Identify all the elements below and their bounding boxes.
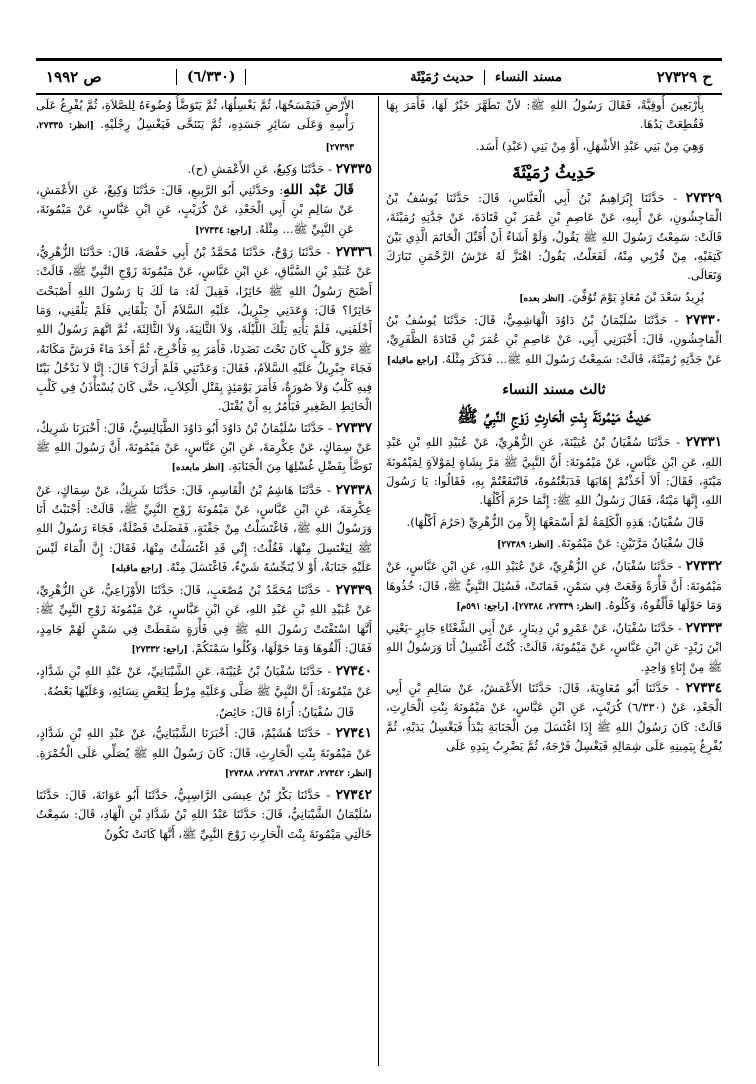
cross-reference: [راجع ماقبله] (111, 563, 163, 574)
hadith-text: حَدَّثَنَا هُشَيْمٌ، قَالَ: أَخْبَرَنَا الشَّيْبَانِيُّ، عَنْ عَبْدِ اللهِ بْنِ شَدَّادٍ، عَنْ مَيْمُونَةَ بِنْتِ الْحَارِثِ، قَالَ: كَانَ رَسُولُ اللهِ ﷺ يُصَلِّي عَلَى الْخُمْرَةِ. (36, 726, 372, 760)
hadith-number: ٢٧٣٣٤ (685, 680, 722, 697)
left-column (36, 96, 372, 846)
header-volume-ref: (٦/٣٣٠) (176, 69, 246, 85)
hadith-text: حَدَّثَنَا سُفْيَانُ بْنُ عُيَيْنَةَ، عَنِ الشَّيْبَانِيِّ، عَنْ عَبْدِ اللهِ بْنِ شَدَّادٍ، عَنْ مَيْمُونَةَ: أَنَّ النَّبِيَّ ﷺ صَلَّى وَعَلَيْهِ مِرْطٌ لِبَعْضِ نِسَائِهِ، وَعَلَيْهَا بَعْضُهُ. (36, 664, 372, 698)
hadith-text: حَدَّثَنَا سُفْيَانُ، عَنْ عَمْرِو بْنِ دِينَارٍ، عَنْ أَبِي الشَّعْثَاءِ جَابِرٍ -يَعْنِي ابْنَ زَيْدٍ- عَنِ ابْنِ عَبَّاسٍ، عَنْ مَيْمُونَةَ، قَالَتْ: كُنْتُ أَغْتَسِلُ أَنَا وَرَسُولُ اللهِ ﷺ مِنْ إِنَاءٍ وَاحِدٍ. (386, 621, 722, 674)
hadith-text: حَدَّثَنَا بَكْرُ بْنُ عِيسَى الرَّاسِبِيُّ، حَدَّثَنَا أَبُو عَوَانَةَ، قَالَ: حَدَّثَنَا سُلَيْمَانُ الشَّيْبَانِيُّ، قَالَ: حَدَّثَنَا عَبْدُ اللهِ بْنُ شَدَّادِ بْنِ الْهَادِ، قَالَ: سَمِعْتُ خَالَتِي مَيْمُونَةَ بِنْتَ الْحَارِثِ زَوْجَ النَّبِيِّ ﷺ، أَنَّهَا كَانَتْ تَكُونُ (36, 788, 372, 841)
hadith-number: ٢٧٣٣٩ (335, 582, 372, 599)
paragraph: ٢٧٣٤٠ - حَدَّثَنَا سُفْيَانُ بْنُ عُيَيْنَةَ، عَنِ الشَّيْبَانِيِّ، عَنْ عَبْدِ اللهِ بْنِ شَدَّادٍ، عَنْ مَيْمُونَةَ: أَنَّ النَّبِيَّ ﷺ صَلَّى وَعَلَيْهِ مِرْطٌ لِبَعْضِ نِسَائِهِ، وَعَلَيْهَا بَعْضُهُ. (36, 663, 372, 698)
hadith-text: حَدَّثَنَا سُلَيْمَانُ بْنُ دَاوُدَ أَبُو دَاوُدَ الطَّيَالِسِيُّ، قَالَ: أَخْبَرَنَا شَرِيكٌ، عَنْ سِمَاكٍ، عَنْ عِكْرِمَةَ، عَنِ ابْنِ عَبَّاسٍ، عَنْ مَيْمُونَةَ، أَنَّ رَسُولَ اللهِ ﷺ تَوَضَّأَ بِفَضْلِ غُسْلِهَا مِنَ الْجَنَابَةِ. (36, 420, 372, 474)
paragraph (386, 96, 722, 135)
hadith-text: حَدَّثَنَا رَوْحٌ، حَدَّثَنَا مُحَمَّدُ بْنُ أَبِي حَفْصَةَ، قَالَ: حَدَّثَنَا الزُّهْرِيُّ، عَنْ عُبَيْدِ بْنِ السَّبَّاقِ، عَنِ ابْنِ عَبَّاسٍ، عَنْ مَيْمُونَةَ زَوْجِ النَّبِيِّ ﷺ، قَالَتْ: أَصْبَحَ رَسُولُ اللهِ ﷺ خَاثِرًا، فَقِيلَ لَهُ: مَا لَكَ يَا رَسُولَ اللهِ أَصْبَحْتَ خَاثِرًا؟ قَالَ: وَعَدَنِي جِبْرِيلُ، عَلَيْهِ السَّلاَمُ أَنْ يَلْقَانِي فَلَمْ يَلْقَنِي، وَمَا أَخْلَفَنِي، فَلَمْ يَأْتِهِ تِلْكَ اللَّيْلَةَ، وَلاَ الثَّانِيَةَ، وَلاَ الثَّالِثَةَ، ثُمَّ اتَّهَمَ رَسُولُ اللهِ ﷺ جَرْوَ كَلْبٍ كَانَ تَحْتَ نَضَدِنَا، فَأَمَرَ بِهِ فَأُخْرِجَ، ثُمَّ أَخَذَ مَاءً فَرَشَّ مَكَانَهُ، فَجَاءَ جِبْرِيلُ عَلَيْهِ السَّلاَمُ، فَقَالَ: وَعَدْتَنِي فَلَمْ أَرَكَ؟ قَالَ: إِنَّا لاَ نَدْخُلُ بَيْتًا فِيهِ كَلْبٌ وَلاَ صُورَةٌ، فَأَمَرَ يَوْمَئِذٍ بِقَتْلِ الْكِلاَبِ، حَتَّى كَانَ يُسْتَأْذَنُ فِي كَلْبِ الْحَائِطِ الصَّغِيرِ فَيَأْمُرُ بِهِ أَنْ يُقْتَلَ. (36, 245, 372, 414)
cross-reference: [راجع: ٢٧٣٣٤] (195, 225, 252, 236)
paragraph: ٢٧٣٣٥ - حَدَّثَنَا وَكِيعٌ، عَنِ الأَعْمَشِ (ح). (187, 160, 372, 177)
cross-reference: [راجع ماقبله] (386, 355, 439, 366)
hadith-number: ٢٧٣٣٢ (685, 558, 722, 575)
paragraph (386, 137, 722, 156)
paragraph: ٢٧٣٣٩ - حَدَّثَنَا مُحَمَّدُ بْنُ مُصْعَبٍ، قَالَ: حَدَّثَنَا الأَوْزَاعِيُّ، عَنِ الزُّهْرِيِّ، عَنْ عُبَيْدِ اللهِ بْنِ عَبْدِ اللهِ، عَنِ ابْنِ عَبَّاسٍ، عَنْ مَيْمُونَةَ زَوْجِ النَّبِيِّ ﷺ: أَنَّهَا اسْتَفْتَتْ رَسُولَ اللهِ ﷺ فِي فَأْرَةٍ سَقَطَتْ فِي سَمْنٍ لَهُمْ جَامِدٍ، فَقَالَ: أَلْقُوهَا وَمَا حَوْلَهَا، وَكُلُوا سَمْنَكُمْ. [راجع: ٢٧٣٣٢] (36, 582, 372, 656)
header-subtitle: حديث رُمَيْثَة (410, 69, 474, 85)
paragraph: ٢٧٣٤٢ - حَدَّثَنَا بَكْرُ بْنُ عِيسَى الرَّاسِبِيُّ، حَدَّثَنَا أَبُو عَوَانَةَ، قَالَ: حَدَّثَنَا سُلَيْمَانُ الشَّيْبَانِيُّ، قَالَ: حَدَّثَنَا عَبْدُ اللهِ بْنُ شَدَّادِ بْنِ الْهَادِ، قَالَ: سَمِعْتُ خَالَتِي مَيْمُونَةَ بِنْتَ الْحَارِثِ زَوْجَ النَّبِيِّ ﷺ، أَنَّهَا كَانَتْ تَكُونُ (36, 787, 373, 841)
cross-reference: [انظر بعده] (519, 293, 565, 304)
paragraph: ٢٧٣٣١ - حَدَّثَنَا سُفْيَانُ بْنُ عُيَيْنَةَ، عَنِ الزُّهْرِيِّ، عَنْ عُبَيْدِ اللهِ بْنِ عَبْدِ اللهِ، عَنِ ابْنِ عَبَّاسٍ، عَنْ مَيْمُونَةَ: أَنَّ النَّبِيَّ ﷺ مَرَّ بِشَاةٍ لِمَوْلاَةٍ لِمَيْمُونَةَ مَيْتَةٍ، فَقَالَ: أَلاَ أَخَذْتُمْ إِهَابَهَا فَدَبَغْتُمُوهُ، فَانْتَفَعْتُمْ بِهِ، فَقَالُوا: يَا رَسُولَ اللهِ، إِنَّهَا مَيْتَةٌ، فَقَالَ رَسُولُ اللهِ ﷺ: إِنَّمَا حَرُمَ أَكْلُهَا. (386, 434, 722, 508)
hadith-text: حَدَّثَنَا سُفْيَانُ بْنُ عُيَيْنَةَ، عَنِ الزُّهْرِيِّ، عَنْ عُبَيْدِ اللهِ بْنِ عَبْدِ اللهِ، عَنِ ابْنِ عَبَّاسٍ، عَنْ مَيْمُونَةَ: أَنَّ النَّبِيَّ ﷺ مَرَّ بِشَاةٍ لِمَوْلاَةٍ لِمَيْمُونَةَ مَيْتَةٍ، فَقَالَ: أَلاَ أَخَذْتُمْ إِهَابَهَا فَدَبَغْتُمُوهُ، فَانْتَفَعْتُمْ بِهِ، فَقَالُوا: يَا رَسُولَ اللهِ، إِنَّهَا مَيْتَةٌ، فَقَالَ رَسُولُ اللهِ ﷺ: إِنَّمَا حَرُمَ أَكْلُهَا. (386, 435, 722, 508)
hadith-number: ٢٧٣٣٥ (335, 160, 372, 177)
header-page-number: ص ١٩٩٢ (46, 68, 102, 86)
paragraph: ٢٧٣٢٩ - حَدَّثَنَا إِبْرَاهِيمُ بْنُ أَبِي الْعَبَّاسِ، قَالَ: حَدَّثَنَا يُوسُفُ بْنُ الْمَاجِشُونِ، عَنْ أَبِيهِ، عَنْ عَاصِمِ بْنِ عُمَرَ بْنِ قَتَادَةَ، عَنْ جَدَّتِهِ رُمَيْثَةَ، قَالَتْ: سَمِعْتُ رَسُولَ اللهِ ﷺ يَقُولُ، وَلَوْ أَشَاءُ أَنْ أُقَبِّلَ الْخَاتَمَ الَّذِي بَيْنَ كَتِفَيْهِ، مِنْ قُرْبِي مِنْهُ، لَفَعَلْتُ، يَقُولُ: اهْتَزَّ لَهُ عَرْشُ الرَّحْمَنِ تَبَارَكَ وَتَعَالَى. (386, 190, 722, 283)
section-heading: حَدِيثُ مَيْمُونَةَ بِنْتِ الْحَارِثِ زَوْجِ النَّبِيِّ ﷺ (457, 407, 651, 428)
hadith-number: ٢٧٣٢٩ (685, 190, 722, 207)
hadith-text: حَدَّثَنَا سُفْيَانُ، عَنِ الزُّهْرِيِّ، عَنْ عُبَيْدِ اللهِ، عَنِ ابْنِ عَبَّاسٍ، عَنْ مَيْمُونَةَ: أَنَّ فَأْرَةً وَقَعَتْ فِي سَمْنٍ، فَمَاتَتْ، فَسُئِلَ النَّبِيُّ ﷺ، قَالَ: خُذُوهَا وَمَا حَوْلَهَا فَأَلْقُوهُ، وَكُلُوهُ. (386, 559, 722, 612)
hadith-number: ٢٧٣٣١ (685, 434, 722, 451)
paragraph (386, 513, 722, 532)
column-divider (378, 96, 379, 1066)
cross-reference: [راجع: ٢٧٣٣٢] (131, 645, 188, 656)
hadith-text: بِأَرْبَعِينَ أُوقِيَّةً، فَقَالَ رَسُولُ اللهِ ﷺ: لأنْ تَطَهَّرَ خَيْرٌ لَهَا، فَأَمَرَ بِهَا فَقُطِعَتْ يَدُهَا. (386, 98, 704, 132)
hadith-number: ٢٧٣٣٠ (685, 311, 722, 328)
paragraph: ٢٧٣٣٦ - حَدَّثَنَا رَوْحٌ، حَدَّثَنَا مُحَمَّدُ بْنُ أَبِي حَفْصَةَ، قَالَ: حَدَّثَنَا الزُّهْرِيُّ، عَنْ عُبَيْدِ بْنِ السَّبَّاقِ، عَنِ ابْنِ عَبَّاسٍ، عَنْ مَيْمُونَةَ زَوْجِ النَّبِيِّ ﷺ، قَالَتْ: أَصْبَحَ رَسُولُ اللهِ ﷺ خَاثِرًا، فَقِيلَ لَهُ: مَا لَكَ يَا رَسُولَ اللهِ أَصْبَحْتَ خَاثِرًا؟ قَالَ: وَعَدَنِي جِبْرِيلُ، عَلَيْهِ السَّلاَمُ أَنْ يَلْقَانِي فَلَمْ يَلْقَنِي، وَمَا أَخْلَفَنِي، فَلَمْ يَأْتِهِ تِلْكَ اللَّيْلَةَ، وَلاَ الثَّانِيَةَ، وَلاَ الثَّالِثَةَ، ثُمَّ اتَّهَمَ رَسُولُ اللهِ ﷺ جَرْوَ كَلْبٍ كَانَ تَحْتَ نَضَدِنَا، فَأَمَرَ بِهِ فَأُخْرِجَ، ثُمَّ أَخَذَ مَاءً فَرَشَّ مَكَانَهُ، فَجَاءَ جِبْرِيلُ عَلَيْهِ السَّلاَمُ، فَقَالَ: وَعَدْتَنِي فَلَمْ أَرَكَ؟ قَالَ: إِنَّا لاَ نَدْخُلُ بَيْتًا فِيهِ كَلْبٌ وَلاَ صُورَةٌ، فَأَمَرَ يَوْمَئِذٍ بِقَتْلِ الْكِلاَبِ، حَتَّى كَانَ يُسْتَأْذَنُ فِي كَلْبِ الْحَائِطِ الصَّغِيرِ فَيَأْمُرُ بِهِ أَنْ يُقْتَلَ. (36, 244, 372, 414)
paragraph: ٢٧٣٣٤ - حَدَّثَنَا أَبُو مُعَاوِيَةَ، قَالَ: حَدَّثَنَا الأَعْمَشُ، عَنْ سَالِمِ بْنِ أَبِي الْجَعْدِ، عَنْ (٦/٣٣٠) كُرَيْبٍ، عَنِ ابْنِ عَبَّاسٍ، عَنْ مَيْمُونَةَ بِنْتِ الْحَارِثِ، قَالَتْ: كَانَ رَسُولُ اللهِ ﷺ إِذَا اغْتَسَلَ مِنَ الْجَنَابَةِ يَبْدَأُ فَيَغْسِلُ يَدَيْهِ، ثُمَّ يُفْرِغُ بِيَمِينِهِ عَلَى شِمَالِهِ فَيَغْسِلُ فَرْجَهُ، ثُمَّ يَضْرِبُ بِيَدِهِ عَلَى (386, 680, 723, 753)
hadith-text: وَهِيَ مِنْ بَنِي عَبْدِ الأَشْهَلِ، أَوْ مِنْ بَنِي (عَبْدِ) أَسَد. (475, 138, 704, 153)
cross-reference: [انظر: ٢٧٣٣٥، ٢٧٣٩٣] (36, 121, 354, 153)
paragraph (386, 534, 722, 555)
paragraph (36, 96, 372, 158)
paragraph: ٢٧٣٣٧ - حَدَّثَنَا سُلَيْمَانُ بْنُ دَاوُدَ أَبُو دَاوُدَ الطَّيَالِسِيُّ، قَالَ: أَخْبَرَنَا شَرِيكٌ، عَنْ سِمَاكٍ، عَنْ عِكْرِمَةَ، عَنِ ابْنِ عَبَّاسٍ، عَنْ مَيْمُونَةَ، أَنَّ رَسُولَ اللهِ ﷺ تَوَضَّأَ بِفَضْلِ غُسْلِهَا مِنَ الْجَنَابَةِ. [انظر مابعده] (36, 419, 372, 474)
cross-reference: [انظر: ٢٧٣٣٩، ٢٧٣٨٤]، [راجع: ٥٩١م] (456, 601, 602, 612)
paragraph: ٢٧٣٣٢ - حَدَّثَنَا سُفْيَانُ، عَنِ الزُّهْرِيِّ، عَنْ عُبَيْدِ اللهِ، عَنِ ابْنِ عَبَّاسٍ، عَنْ مَيْمُونَةَ: أَنَّ فَأْرَةً وَقَعَتْ فِي سَمْنٍ، فَمَاتَتْ، فَسُئِلَ النَّبِيُّ ﷺ، قَالَ: خُذُوهَا وَمَا حَوْلَهَا فَأَلْقُوهُ، وَكُلُوهُ. [انظر: ٢٧٣٣٩، ٢٧٣٨٤]، [راجع: ٥٩١م] (386, 558, 722, 612)
paragraph: ٢٧٣٤١ - حَدَّثَنَا هُشَيْمٌ، قَالَ: أَخْبَرَنَا الشَّيْبَانِيُّ، عَنْ عَبْدِ اللهِ بْنِ شَدَّادٍ، عَنْ مَيْمُونَةَ بِنْتِ الْحَارِثِ، قَالَ: كَانَ رَسُولُ اللهِ ﷺ يُصَلِّي عَلَى الْخُمْرَةِ. [انظر: ٢٧٣٤٢، ٢٧٣٨٣، ٢٧٣٨٦، ٢٧٣٨٨] (36, 725, 372, 779)
paragraph (36, 181, 372, 241)
paragraph: ٢٧٣٣٣ - حَدَّثَنَا سُفْيَانُ، عَنْ عَمْرِو بْنِ دِينَارٍ، عَنْ أَبِي الشَّعْثَاءِ جَابِرٍ -يَعْنِي ابْنَ زَيْدٍ- عَنِ ابْنِ عَبَّاسٍ، عَنْ مَيْمُونَةَ، قَالَتْ: كُنْتُ أَغْتَسِلُ أَنَا وَرَسُولُ اللهِ ﷺ مِنْ إِنَاءٍ وَاحِدٍ. (386, 620, 722, 674)
narrator-label: قَالَ عَبْد اللهِ (283, 182, 354, 199)
cross-reference: [انظر: ٢٧٣٤٢، ٢٧٣٨٣، ٢٧٣٨٦، ٢٧٣٨٨] (224, 768, 372, 779)
hadith-text: حَدَّثَنَا أَبُو مُعَاوِيَةَ، قَالَ: حَدَّثَنَا الأَعْمَشُ، عَنْ سَالِمِ بْنِ أَبِي الْجَعْدِ، عَنْ (٦/٣٣٠) كُرَيْبٍ، عَنِ ابْنِ عَبَّاسٍ، عَنْ مَيْمُونَةَ بِنْتِ الْحَارِثِ، قَالَتْ: كَانَ رَسُولُ اللهِ ﷺ إِذَا اغْتَسَلَ مِنَ الْجَنَابَةِ يَبْدَأُ فَيَغْسِلُ يَدَيْهِ، ثُمَّ يُفْرِغُ بِيَمِينِهِ عَلَى شِمَالِهِ فَيَغْسِلُ فَرْجَهُ، ثُمَّ يَضْرِبُ بِيَدِهِ عَلَى (386, 681, 723, 753)
paragraph: ٢٧٣٣٠ - حَدَّثَنَا سُلَيْمَانُ بْنُ دَاوُدَ الْهَاشِمِيُّ، قَالَ: حَدَّثَنَا يُوسُفُ بْنُ الْمَاجِشُونِ، قَالَ: أَخْبَرَنِي أَبِي، عَنْ عَاصِمِ بْنِ عُمَرَ بْنِ قَتَادَةَ الظَّفَرِيِّ، عَنْ جَدَّتِهِ رُمَيْثَةَ، قَالَتْ: سَمِعْتُ رَسُولَ اللهِ ﷺ... فَذَكَرَ مِثْلَهُ. [راجع ماقبله] (386, 311, 722, 366)
hadith-text: : وحَدَّثَنِي أَبُو الرَّبِيعِ، قَالَ: حَدَّثَنَا وَكِيعٌ، عَنِ الأَعْمَشِ، عَنْ سَالِمِ بْنِ أَبِي الْجَعْدِ، عَنْ كُرَيْبٍ، عَنِ ابْنِ عَبَّاسٍ، عَنْ مَيْمُونَةَ، عَنِ النَّبِيِّ ﷺ... مِثْلَهُ. (36, 183, 354, 236)
hadith-text: حَدَّثَنَا مُحَمَّدُ بْنُ مُصْعَبٍ، قَالَ: حَدَّثَنَا الأَوْزَاعِيُّ، عَنِ الزُّهْرِيِّ، عَنْ عُبَيْدِ اللهِ بْنِ عَبْدِ اللهِ، عَنِ ابْنِ عَبَّاسٍ، عَنْ مَيْمُونَةَ زَوْجِ النَّبِيِّ ﷺ: أَنَّهَا اسْتَفْتَتْ رَسُولَ اللهِ ﷺ فِي فَأْرَةٍ سَقَطَتْ فِي سَمْنٍ لَهُمْ جَامِدٍ، فَقَالَ: أَلْقُوهَا وَمَا حَوْلَهَا، وَكُلُوا سَمْنَكُمْ. (36, 583, 372, 656)
header-hadith-number: ح ٢٧٣٢٩ (656, 68, 712, 86)
hadith-text: قَالَ سُفْيَانُ مَرَّتَيْنِ: عَنْ مَيْمُونَةَ. (557, 535, 704, 550)
part-heading: ثالث مسند النساء (502, 381, 606, 398)
hadith-text: حَدَّثَنَا وَكِيعٌ، عَنِ الأَعْمَشِ (ح). (187, 161, 325, 176)
section-heading: حَدِيثُ رُمَيْثَةَ (512, 162, 596, 183)
cross-reference: [انظر مابعده] (171, 463, 225, 474)
hadith-text: قَالَ سُفْيَانُ: هَذِهِ الْكَلِمَةُ لَمْ أَسْمَعْهَا إِلاَّ مِنَ الزُّهْرِيِّ (حَرُمَ أَكْلُهَا). (406, 514, 704, 529)
hadith-text: حَدَّثَنَا هَاشِمُ بْنُ الْقَاسِمِ، قَالَ: حَدَّثَنَا شَرِيكٌ، عَنْ سِمَاكٍ، عَنْ عِكْرِمَةَ، عَنِ ابْنِ عَبَّاسٍ، عَنْ مَيْمُونَةَ زَوْجِ النَّبِيِّ ﷺ، قَالَتْ: أَجْنَبْتُ أَنَا وَرَسُولُ اللهِ ﷺ، فَاغْتَسَلْتُ مِنْ جَفْنَةٍ، فَفَضَلَتْ فَضْلَةٌ، فَجَاءَ رَسُولُ اللهِ ﷺ لِيَغْتَسِلَ مِنْهَا، فَقُلْتُ: إِنِّي قَدِ اغْتَسَلْتُ مِنْهَا، فَقَالَ: إِنَّ الْمَاءَ لَيْسَ عَلَيْهِ جَنَابَةٌ، أَوْ لاَ يُنَجِّسُهُ شَيْءٌ، فَاغْتَسَلَ مِنْهُ. (36, 482, 372, 574)
hadith-text: يُرِيدُ سَعْدَ بْنَ مُعَاذٍ يَوْمَ تُوُفِّيَ. (568, 289, 704, 304)
hadith-number: ٢٧٣٣٨ (335, 481, 372, 498)
hadith-number: ٢٧٣٤٢ (335, 787, 373, 804)
header-musnad-title: مسند النساء (484, 70, 572, 85)
hadith-text: حَدَّثَنَا إِبْرَاهِيمُ بْنُ أَبِي الْعَبَّاسِ، قَالَ: حَدَّثَنَا يُوسُفُ بْنُ الْمَاجِشُونِ، عَنْ أَبِيهِ، عَنْ عَاصِمِ بْنِ عُمَرَ بْنِ قَتَادَةَ، عَنْ جَدَّتِهِ رُمَيْثَةَ، قَالَتْ: سَمِعْتُ رَسُولَ اللهِ ﷺ يَقُولُ، وَلَوْ أَشَاءُ أَنْ أُقَبِّلَ الْخَاتَمَ الَّذِي بَيْنَ كَتِفَيْهِ، مِنْ قُرْبِي مِنْهُ، لَفَعَلْتُ، يَقُولُ: اهْتَزَّ لَهُ عَرْشُ الرَّحْمَنِ تَبَارَكَ وَتَعَالَى. (386, 191, 722, 283)
hadith-number: ٢٧٣٣٣ (685, 620, 722, 637)
hadith-number: ٢٧٣٣٦ (335, 244, 372, 261)
paragraph (36, 703, 372, 722)
hadith-text: الأَرْضِ فَيَمْسَحُهَا، ثُمَّ يَغْسِلُهَا، ثُمَّ يَتَوَضَّأُ وُضُوءَهُ لِلصَّلاَةِ، ثُمَّ يُفْرِغُ عَلَى رَأْسِهِ وَعَلَى سَائِرِ جَسَدِهِ، ثُمَّ يَتَنَحَّى فَيَغْسِلُ رِجْلَيْهِ. (36, 98, 355, 132)
hadith-text: قَالَ سُفْيَانُ: أُرَاهُ قَالَ: حَائِضٌ. (215, 704, 354, 719)
page-header (36, 58, 722, 95)
hadith-text: حَدَّثَنَا سُلَيْمَانُ بْنُ دَاوُدَ الْهَاشِمِيُّ، قَالَ: حَدَّثَنَا يُوسُفُ بْنُ الْمَاجِشُونِ، قَالَ: أَخْبَرَنِي أَبِي، عَنْ عَاصِمِ بْنِ عُمَرَ بْنِ قَتَادَةَ الظَّفَرِيِّ، عَنْ جَدَّتِهِ رُمَيْثَةَ، قَالَتْ: سَمِعْتُ رَسُولَ اللهِ ﷺ... فَذَكَرَ مِثْلَهُ. (386, 312, 722, 366)
paragraph (386, 288, 722, 309)
hadith-number: ٢٧٣٤١ (335, 725, 372, 742)
hadith-number: ٢٧٣٤٠ (335, 663, 372, 680)
hadith-number: ٢٧٣٣٧ (335, 419, 372, 436)
cross-reference: [انظر: ٢٧٣٨٩] (497, 539, 554, 550)
paragraph: ٢٧٣٣٨ - حَدَّثَنَا هَاشِمُ بْنُ الْقَاسِمِ، قَالَ: حَدَّثَنَا شَرِيكٌ، عَنْ سِمَاكٍ، عَنْ عِكْرِمَةَ، عَنِ ابْنِ عَبَّاسٍ، عَنْ مَيْمُونَةَ زَوْجِ النَّبِيِّ ﷺ، قَالَتْ: أَجْنَبْتُ أَنَا وَرَسُولُ اللهِ ﷺ، فَاغْتَسَلْتُ مِنْ جَفْنَةٍ، فَفَضَلَتْ فَضْلَةٌ، فَجَاءَ رَسُولُ اللهِ ﷺ لِيَغْتَسِلَ مِنْهَا، فَقُلْتُ: إِنِّي قَدِ اغْتَسَلْتُ مِنْهَا، فَقَالَ: إِنَّ الْمَاءَ لَيْسَ عَلَيْهِ جَنَابَةٌ، أَوْ لاَ يُنَجِّسُهُ شَيْءٌ، فَاغْتَسَلَ مِنْهُ. [راجع ماقبله] (36, 481, 372, 574)
right-column (386, 96, 722, 758)
